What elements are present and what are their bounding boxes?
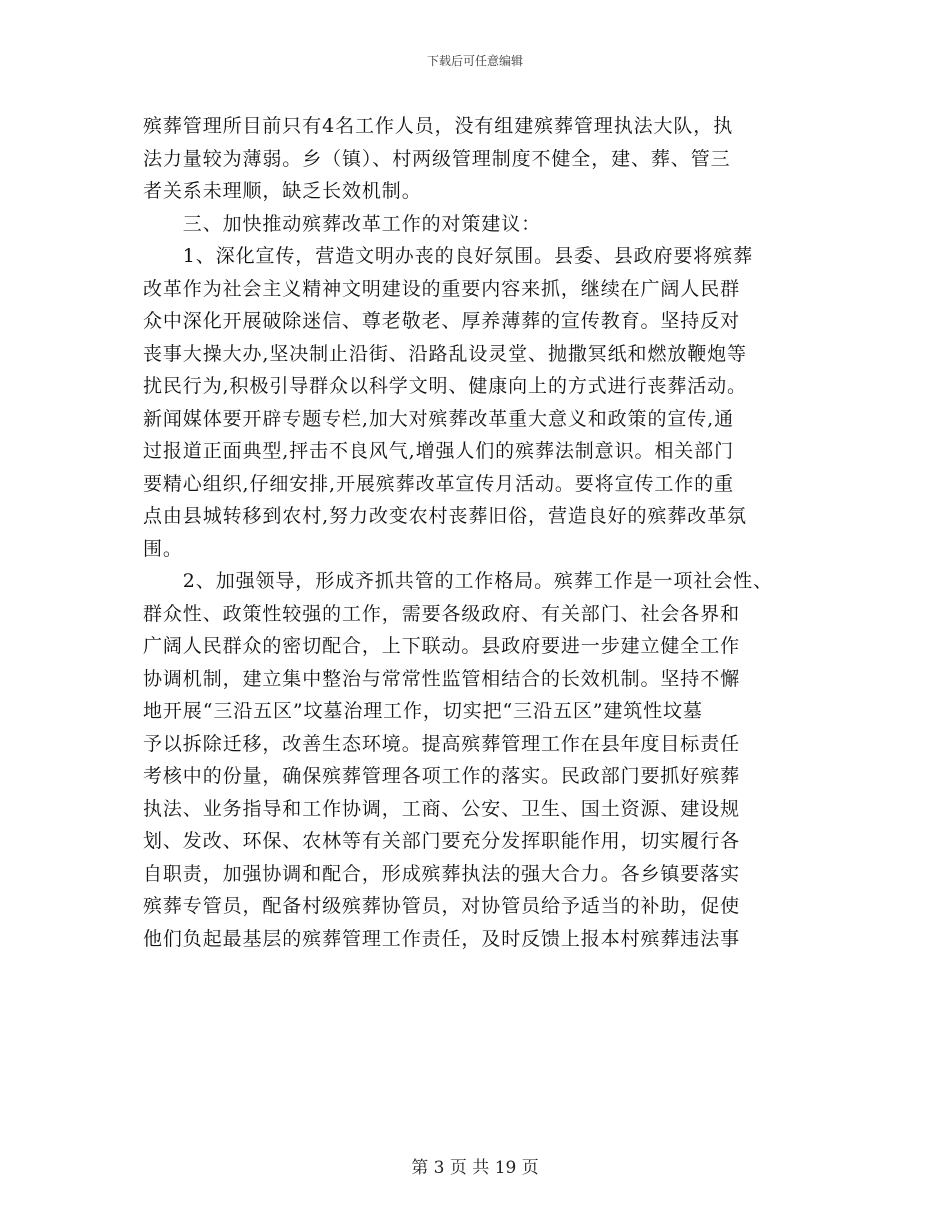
text-line: 群众性、政策性较强的工作，需要各级政府、有关部门、社会各界和 bbox=[143, 602, 741, 625]
text-line: 考核中的份量，确保殡葬管理各项工作的落实。民政部门要抓好殡葬 bbox=[143, 765, 741, 787]
text-line: 点由县城转移到农村,努力改变农村丧葬旧俗，营造良好的殡葬改革氛 bbox=[143, 505, 747, 527]
text-line: 扰民行为,积极引导群众以科学文明、健康向上的方式进行丧葬活动。 bbox=[143, 375, 747, 397]
text-line: 予以拆除迁移，改善生态环境。提高殡葬管理工作在县年度目标责任 bbox=[143, 732, 741, 755]
text-line: 要精心组织,仔细安排,开展殡葬改革宣传月活动。要将宣传工作的重 bbox=[143, 472, 734, 495]
text-line: 执法、业务指导和工作协调，工商、公安、卫生、国土资源、建设规 bbox=[143, 797, 741, 820]
text-line: 众中深化开展破除迷信、尊老敬老、厚养薄葬的宣传教育。坚持反对 bbox=[143, 310, 741, 332]
text-line: 围。 bbox=[143, 537, 183, 560]
text-line: 改革作为社会主义精神文明建设的重要内容来抓，继续在广阔人民群 bbox=[143, 277, 741, 300]
text-line: 新闻媒体要开辟专题专栏,加大对殡葬改革重大意义和政策的宣传,通 bbox=[143, 407, 734, 430]
text-line: 广阔人民群众的密切配合，上下联动。县政府要进一步建立健全工作 bbox=[143, 635, 741, 657]
text-line: 法力量较为薄弱。乡（镇）、村两级管理制度不健全，建、葬、管三 bbox=[143, 147, 731, 170]
text-line: 自职责，加强协调和配合，形成殡葬执法的强大合力。各乡镇要落实 bbox=[143, 862, 741, 885]
text-line: 1、深化宣传，营造文明办丧的良好氛围。县委、县政府要将殡葬 bbox=[143, 245, 753, 267]
text-line: 殡葬管理所目前只有4名工作人员，没有组建殡葬管理执法大队，执 bbox=[143, 115, 734, 137]
text-line: 2、加强领导，形成齐抓共管的工作格局。殡葬工作是一项社会性、 bbox=[143, 570, 773, 592]
text-line: 过报道正面典型,抨击不良风气,增强人们的殡葬法制意识。相关部门 bbox=[143, 440, 734, 462]
text-line: 协调机制，建立集中整治与常常性监管相结合的长效机制。坚持不懈 bbox=[143, 667, 741, 690]
text-line: 划、发改、环保、农林等有关部门要充分发挥职能作用，切实履行各 bbox=[143, 830, 741, 852]
text-line: 丧事大操大办,坚决制止沿街、沿路乱设灵堂、抛撒冥纸和燃放鞭炮等 bbox=[143, 342, 747, 365]
page-header-note: 下载后可任意编辑 bbox=[426, 54, 523, 68]
section-heading: 三、加快推动殡葬改革工作的对策建议： bbox=[143, 212, 542, 235]
text-line: 殡葬专管员，配备村级殡葬协管员，对协管员给予适当的补助，促使 bbox=[143, 895, 741, 917]
text-line: 地开展“三沿五区”坟墓治理工作，切实把“三沿五区”建筑性坟墓 bbox=[143, 700, 703, 722]
page-number-footer: 第 3 页 共 19 页 bbox=[411, 1158, 539, 1178]
text-line: 他们负起最基层的殡葬管理工作责任，及时反馈上报本村殡葬违法事 bbox=[143, 927, 741, 950]
document-body bbox=[143, 110, 833, 955]
text-line: 者关系未理顺，缺乏长效机制。 bbox=[143, 180, 422, 202]
